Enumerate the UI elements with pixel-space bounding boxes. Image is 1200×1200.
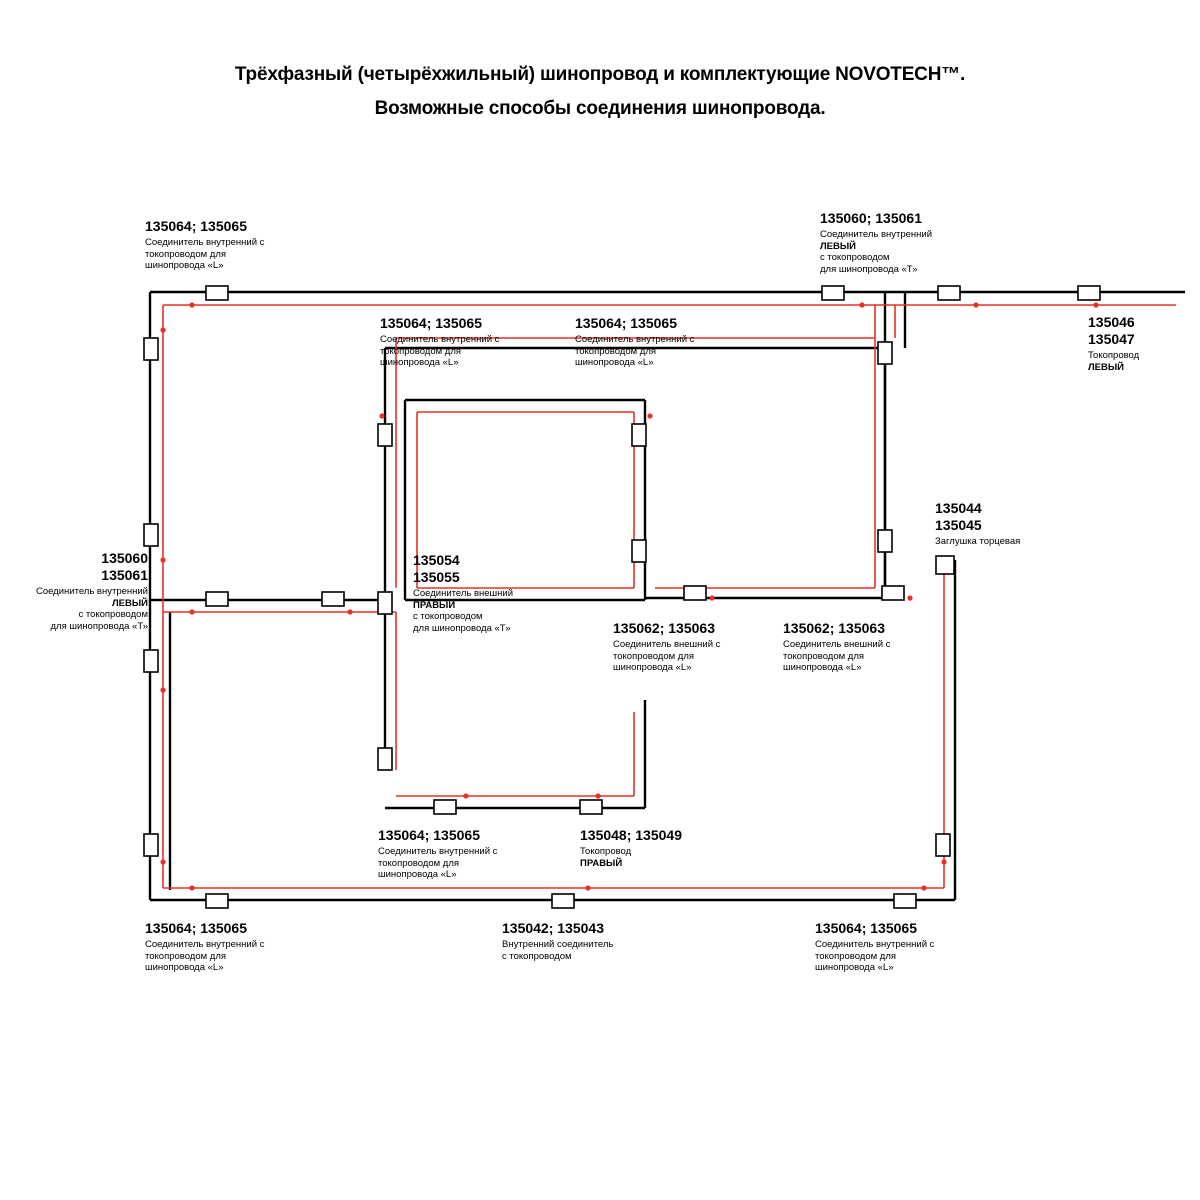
label-mid-bottom-inner-l: 135064; 135065 Соединитель внутренний с токопроводом для шинопровода «L» [378,827,498,881]
label-outer-l-2: 135062; 135063 Соединитель внешний с токопроводом для шинопровода «L» [783,620,891,674]
label-mid-upper-right-inner-l: 135064; 135065 Соединитель внутренний с токопроводом для шинопровода «L» [575,315,695,369]
label-right-track-left: 135046 135047 Токопровод ЛЕВЫЙ [1088,314,1140,373]
label-end-cap: 135044 135045 Заглушка торцевая [935,500,1021,548]
label-left-inner-t-left: 135060 135061 Соединитель внутренний ЛЕВЫЙ с токопроводом для шинопровода «Т» [35,550,148,632]
label-outer-t-right: 135054 135055 Соединитель внешний ПРАВЫЙ с токопроводом для шинопровода «Т» [413,552,514,634]
label-bottom-left-inner-l: 135064; 135065 Соединитель внутренний с токопроводом для шинопровода «L» [145,920,265,974]
label-bottom-right-inner-l: 135064; 135065 Соединитель внутренний с токопроводом для шинопровода «L» [815,920,935,974]
label-outer-l-1: 135062; 135063 Соединитель внешний с токопроводом для шинопровода «L» [613,620,721,674]
conductor-dots [160,302,1098,890]
connector-boxes [144,286,1100,908]
label-top-right-inner-t-left: 135060; 135061 Соединитель внутренний ЛЕВЫЙ с токопроводом для шинопровода «Т» [820,210,933,275]
title-line-1: Трёхфазный (четырёхжильный) шинопровод и комплектующие NOVOTECH™. [234,64,966,85]
label-mid-upper-left-inner-l: 135064; 135065 Соединитель внутренний с токопроводом для шинопровода «L» [380,315,500,369]
conductor-lines [163,305,1176,888]
label-track-right: 135048; 135049 Токопровод ПРАВЫЙ [580,827,682,869]
title-line-2: Возможные способы соединения шинопровода. [374,98,826,119]
label-top-left-inner-l: 135064; 135065 Соединитель внутренний с токопроводом для шинопровода «L» [145,218,265,272]
label-bottom-center-inner: 135042; 135043 Внутренний соединитель с токопроводом [502,920,614,962]
track-outlines [150,292,1185,900]
